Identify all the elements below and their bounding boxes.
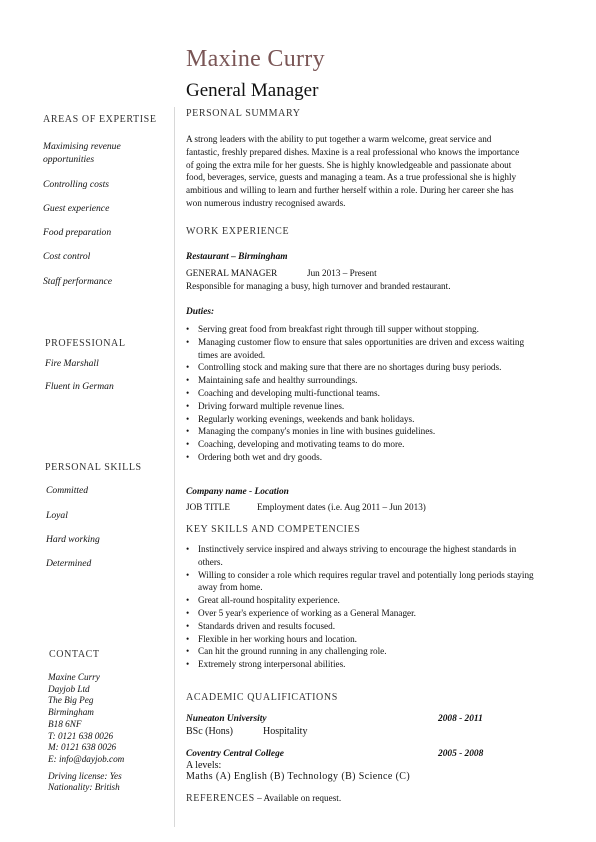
professional-item: Fluent in German (45, 381, 114, 392)
duties-heading: Duties: (186, 307, 215, 317)
list-item: • Ordering both wet and dry goods. (186, 451, 538, 464)
duties-list (186, 323, 538, 464)
contact-email[interactable]: E: info@dayjob.com (48, 753, 125, 764)
references-text: – Available on request. (254, 793, 342, 803)
key-skills-list (186, 543, 538, 671)
list-item: • Controlling stock and making sure that there are no shortages during busy periods. (186, 361, 538, 374)
summary-heading: PERSONAL SUMMARY (186, 108, 301, 119)
list-item: • Coaching, developing and motivating teams to do more. (186, 438, 538, 451)
list-item: • Instinctively service inspired and always striving to encourage the highest standards in others. (186, 543, 538, 569)
list-item: • Over 5 year's experience of working as a General Manager. (186, 607, 538, 620)
expertise-item: Controlling costs (43, 179, 110, 190)
list-item: • Regularly working evenings, weekends and bank holidays. (186, 413, 538, 426)
list-item: • Serving great food from breakfast right through till supper without stopping. (186, 323, 538, 336)
job2-dates: Employment dates (i.e. Aug 2011 – Jun 2013) (257, 502, 426, 512)
personal-skill-item: Committed (46, 485, 89, 496)
expertise-heading: AREAS OF EXPERTISE (43, 114, 157, 125)
contact-line: Nationality: British (48, 782, 120, 793)
list-item: • Driving forward multiple revenue lines. (186, 400, 538, 413)
list-item: • Standards driven and results focused. (186, 620, 538, 633)
job2-position: JOB TITLE (186, 502, 230, 512)
personal-skills-heading: PERSONAL SKILLS (45, 462, 142, 473)
expertise-item: Staff performance (43, 276, 113, 287)
list-item: • Flexible in her working hours and location. (186, 633, 538, 646)
contact-line: Dayjob Ltd (48, 683, 90, 694)
expertise-item: Guest experience (43, 203, 110, 214)
contact-line: M: 0121 638 0026 (48, 742, 117, 753)
job-role: General Manager (186, 80, 319, 101)
contact-line: Maxine Curry (48, 672, 100, 682)
personal-skill-item: Hard working (46, 534, 100, 545)
key-skills-heading: KEY SKILLS AND COMPETENCIES (186, 524, 361, 535)
sidebar-divider (174, 107, 175, 827)
expertise-item: Maximising revenue opportunities (43, 141, 121, 165)
university-name: Nuneaton University (186, 714, 267, 724)
academic-heading: ACADEMIC QUALIFICATIONS (186, 692, 338, 703)
contact-line: Driving license: Yes (48, 770, 122, 781)
work-experience-heading: WORK EXPERIENCE (186, 226, 290, 237)
expertise-item: Cost control (43, 251, 91, 262)
contact-line: T: 0121 638 0026 (48, 730, 114, 741)
list-item: • Willing to consider a role which requires regular travel and potentially long periods staying away from home. (186, 569, 538, 595)
contact-heading: CONTACT (49, 649, 100, 660)
job2-company: Company name - Location (186, 487, 289, 497)
contact-line: The Big Peg (48, 695, 94, 706)
list-item: • Managing the company's monies in line with busines guidelines. (186, 425, 538, 438)
degree-subject: Hospitality (263, 726, 308, 737)
list-item: • Extremely strong interpersonal abilities. (186, 658, 538, 671)
alevels-label: A levels: (186, 760, 222, 771)
list-item: • Can hit the ground running in any challenging role. (186, 645, 538, 658)
personal-skill-item: Loyal (46, 510, 68, 521)
list-item: • Coaching and developing multi-functional teams. (186, 387, 538, 400)
university-years: 2008 - 2011 (438, 714, 483, 724)
summary-text: A strong leaders with the ability to put together a warm welcome, great service and fantastic, freshly prepared dishes. Maxine is a real professional who knows the importance of going the extra mile for her guests. She is highly knowledgeable and passionate about food, beverages, service, guests and managing a team. As a true professional she is highly ambitious and willing to learn and further herself within a role. During her career she has won numerous industry recognised awards. (186, 134, 520, 208)
professional-heading: PROFESSIONAL (45, 338, 126, 349)
list-item: • Great all-round hospitality experience. (186, 594, 538, 607)
job1-description: Responsible for managing a busy, high turnover and branded restaurant. (186, 281, 451, 291)
degree: BSc (Hons) (186, 726, 233, 737)
job1-company: Restaurant – Birmingham (186, 252, 288, 262)
references (186, 793, 341, 804)
job1-dates: Jun 2013 – Present (307, 268, 377, 278)
list-item: • Managing customer flow to ensure that sales opportunities are driven and excess waiting times are avoided. (186, 336, 538, 362)
professional-item: Fire Marshall (45, 358, 99, 369)
expertise-item: Food preparation (43, 227, 112, 238)
contact-details (48, 672, 124, 794)
alevels-grades: Maths (A) English (B) Technology (B) Science (C) (186, 771, 411, 782)
job1-position: GENERAL MANAGER (186, 268, 278, 278)
candidate-name: Maxine Curry (186, 46, 325, 72)
list-item: • Maintaining safe and healthy surroundings. (186, 374, 538, 387)
contact-line: Birmingham (48, 707, 94, 718)
college-name: Coventry Central College (186, 749, 284, 759)
personal-skill-item: Determined (46, 558, 92, 569)
college-years: 2005 - 2008 (438, 749, 484, 759)
contact-line: B18 6NF (48, 718, 82, 729)
references-heading: REFERENCES (186, 793, 255, 804)
